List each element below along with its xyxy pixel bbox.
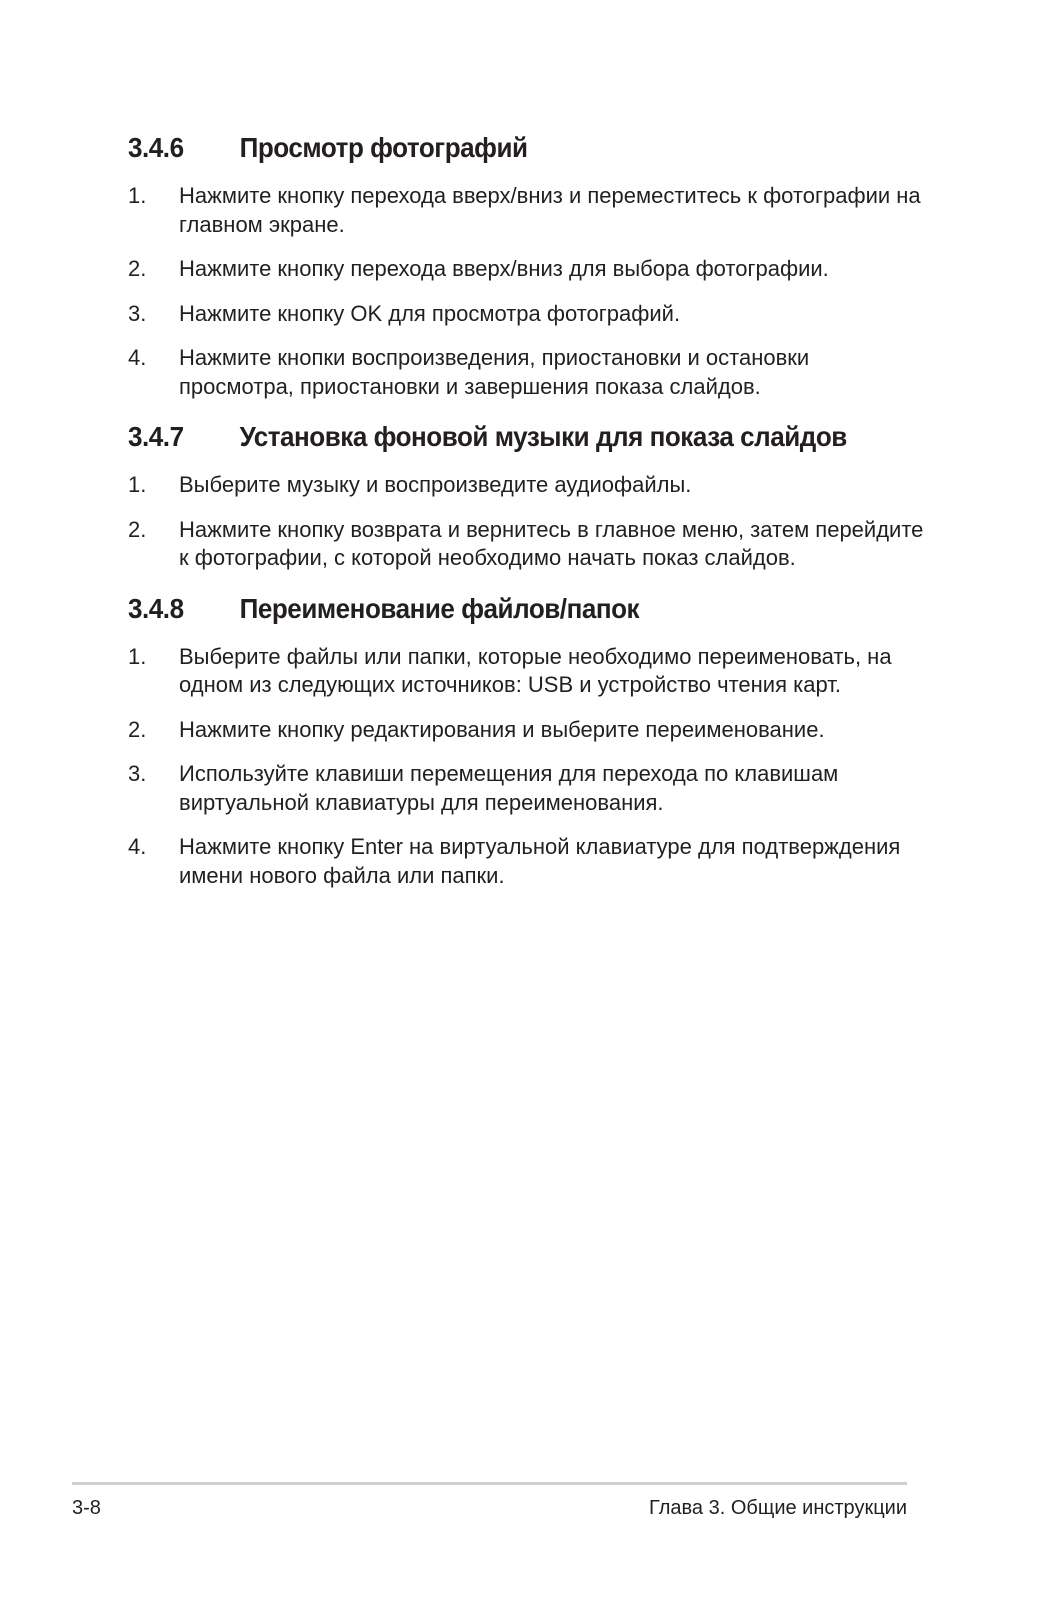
- section-title: Установка фоновой музыки для показа слайдов: [239, 421, 847, 452]
- step-text: Нажмите кнопку редактирования и выберите переименование.: [179, 716, 825, 742]
- section-number: 3.4.7: [128, 421, 184, 452]
- step-text: Нажмите кнопку перехода вверх/вниз и переместитесь к фотографии на главном экране.: [179, 183, 921, 237]
- step-text: Нажмите кнопки воспроизведения, приостановки и остановки просмотра, приостановки и завершения показа слайдов.: [179, 345, 810, 399]
- step-text: Выберите файлы или папки, которые необходимо переименовать, на одном из следующих источников: USB и устройство чтения карт.: [179, 643, 892, 697]
- list-item: [128, 833, 928, 890]
- step-list: [128, 471, 928, 573]
- section-title: Просмотр фотографий: [239, 132, 528, 163]
- step-list: [128, 182, 928, 401]
- step-number: 4.: [128, 834, 147, 859]
- section-title: Переименование файлов/папок: [239, 592, 640, 624]
- list-item: [128, 716, 928, 745]
- section-number: 3.4.6: [128, 132, 184, 163]
- page-number: 3-8: [72, 1497, 101, 1519]
- step-text: Нажмите кнопку OK для просмотра фотографий.: [179, 300, 681, 326]
- step-text: Нажмите кнопку возврата и вернитесь в главное меню, затем перейдите к фотографии, с которой необходимо начать показ слайдов.: [179, 516, 924, 570]
- step-number: 2.: [128, 716, 147, 742]
- list-item: [128, 760, 928, 817]
- section-heading: [128, 417, 872, 457]
- step-number: 3.: [128, 300, 147, 326]
- step-number: 1.: [128, 183, 147, 208]
- step-number: 1.: [128, 643, 147, 669]
- section-number: 3.4.8: [128, 592, 184, 624]
- list-item: [128, 182, 928, 239]
- step-text: Нажмите кнопку перехода вверх/вниз для выбора фотографии.: [179, 256, 829, 281]
- list-item: [128, 643, 928, 700]
- list-item: [128, 516, 928, 573]
- chapter-title: Глава 3. Общие инструкции: [649, 1497, 907, 1519]
- section-heading: [128, 589, 872, 629]
- section-heading: [128, 128, 872, 168]
- step-number: 4.: [128, 345, 147, 370]
- list-item: [128, 471, 928, 500]
- list-item: [128, 255, 928, 284]
- step-number: 3.: [128, 761, 147, 786]
- step-number: 2.: [128, 516, 147, 542]
- document-body: [128, 128, 928, 906]
- step-text: Выберите музыку и воспроизведите аудиофайлы.: [179, 472, 692, 497]
- step-text: Нажмите кнопку Enter на виртуальной клавиатуре для подтверждения имени нового файла или папки.: [179, 834, 901, 888]
- footer-divider: [72, 1482, 907, 1485]
- list-item: [128, 344, 928, 401]
- step-number: 2.: [128, 256, 147, 281]
- list-item: [128, 300, 928, 329]
- step-number: 1.: [128, 472, 147, 497]
- step-text: Используйте клавиши перемещения для перехода по клавишам виртуальной клавиатуры для переименования.: [179, 761, 839, 815]
- step-list: [128, 643, 928, 891]
